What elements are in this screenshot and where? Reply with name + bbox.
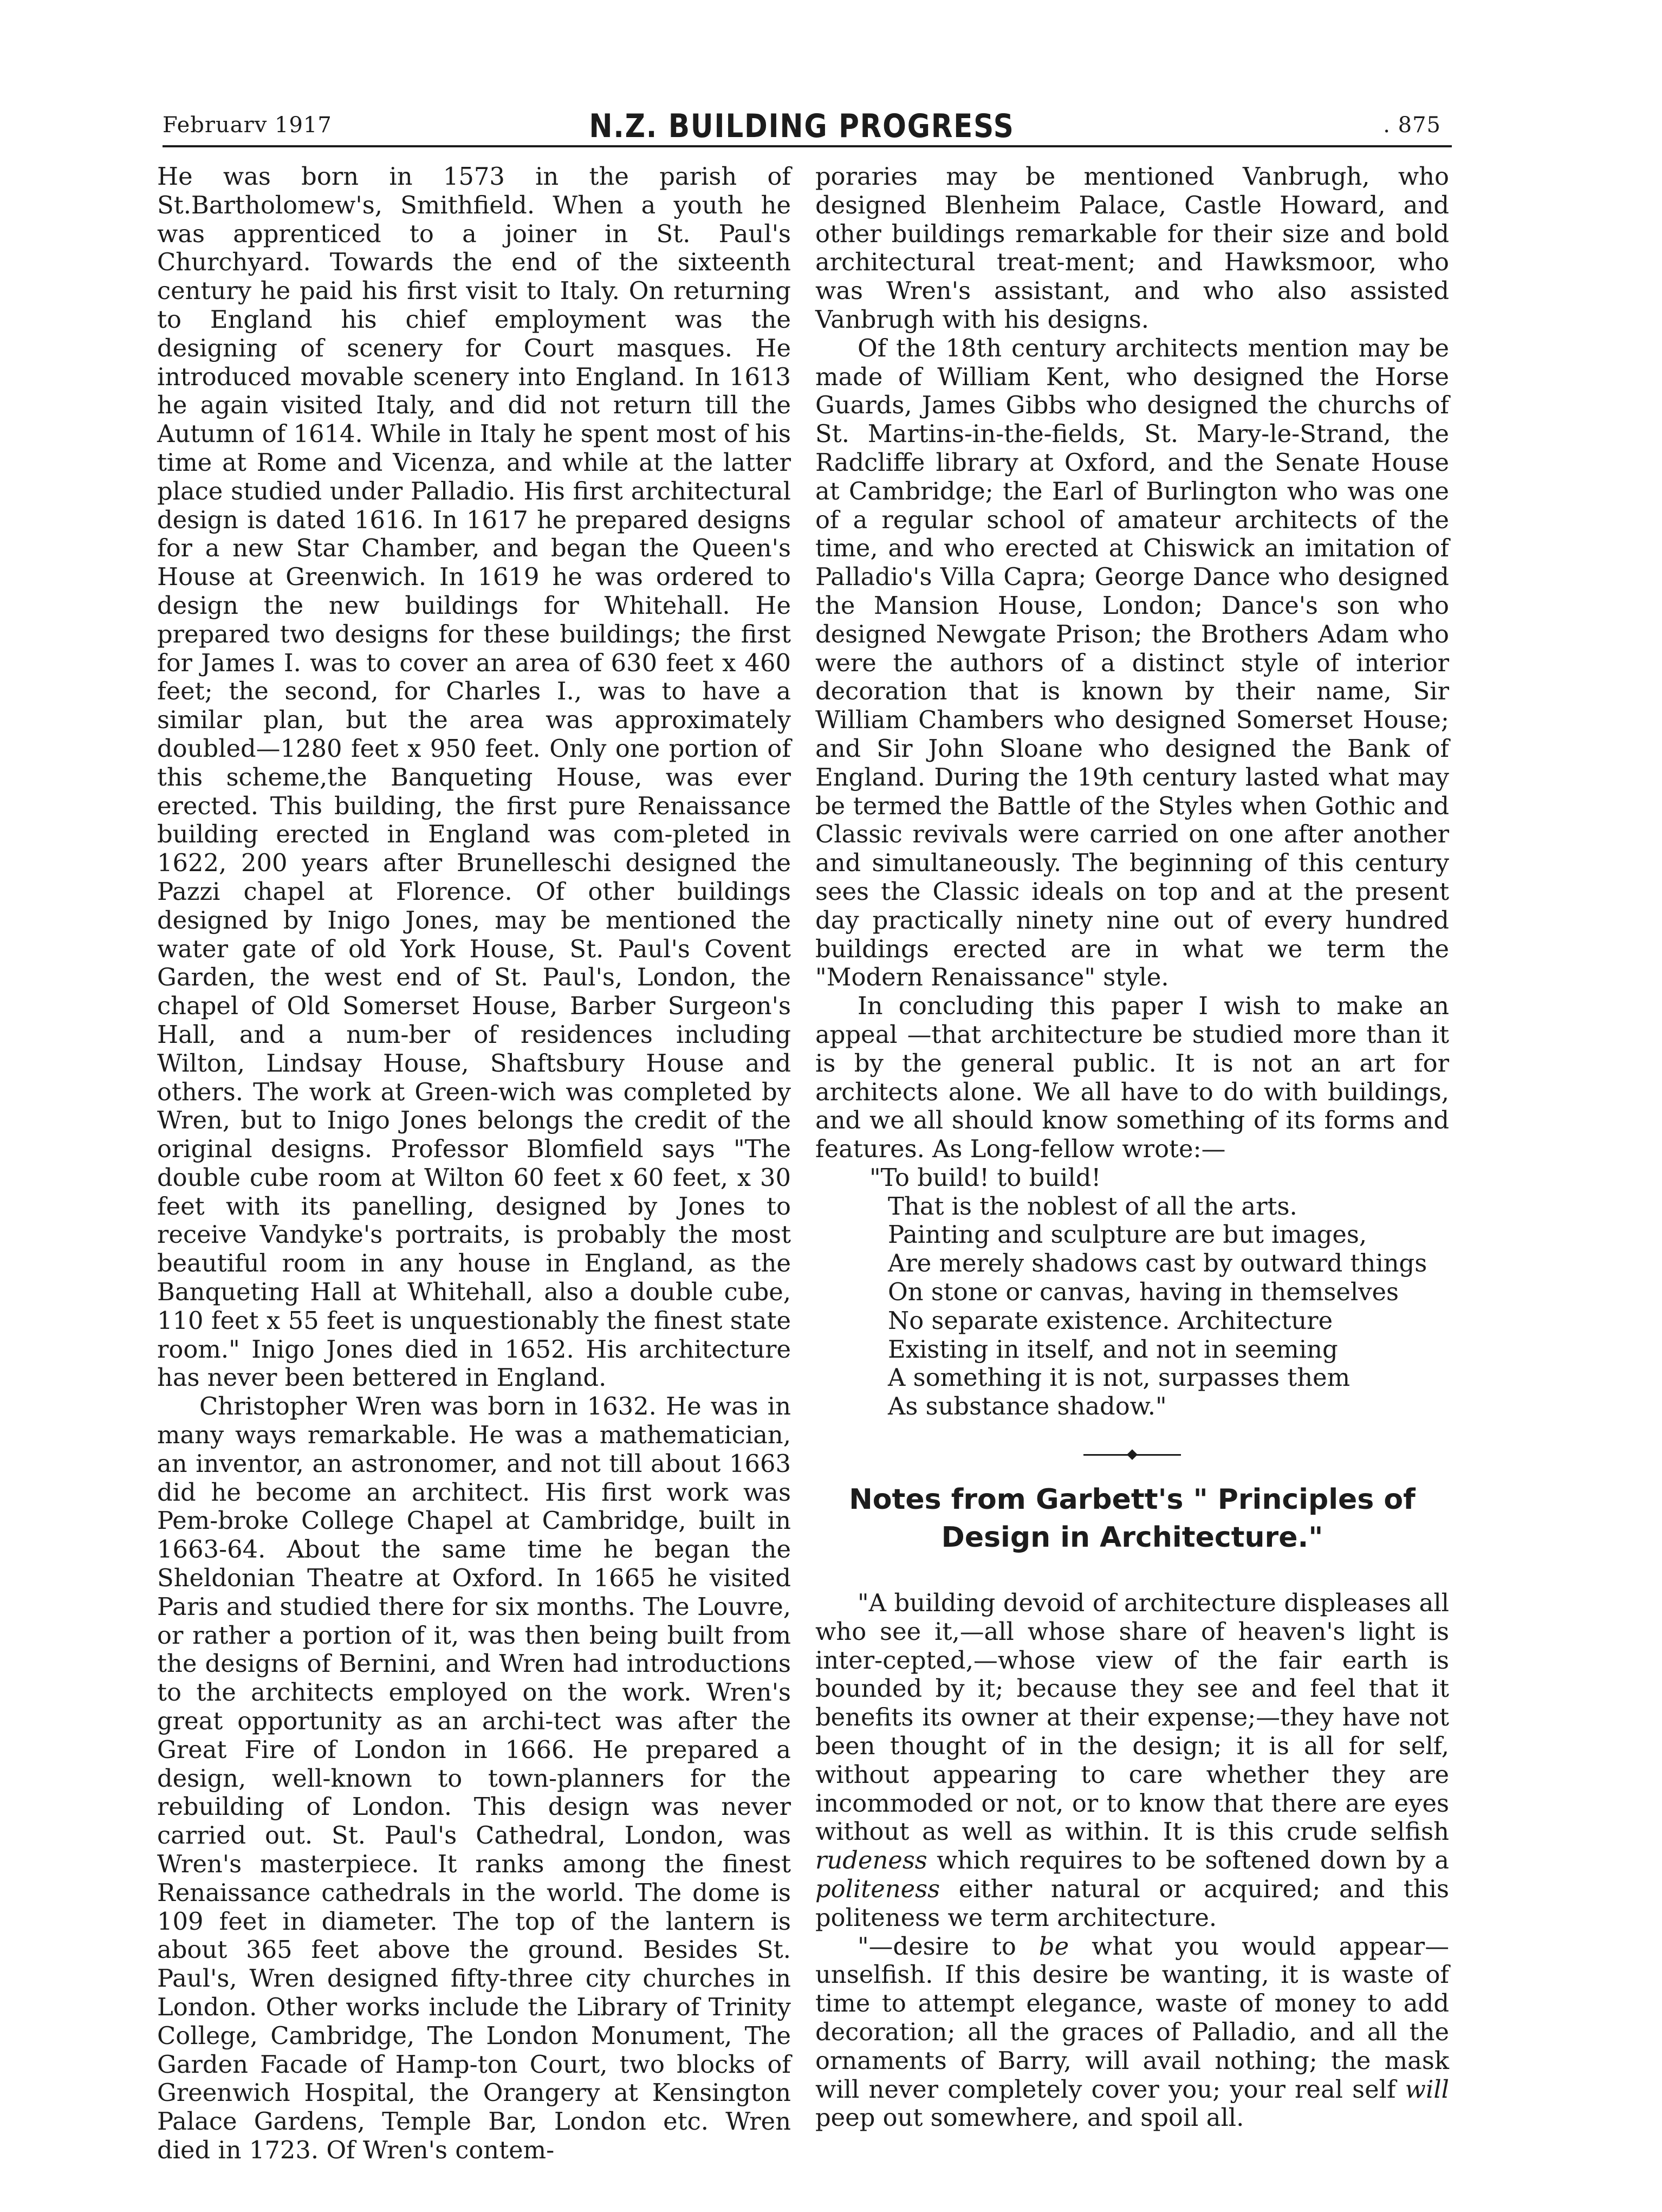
- emphasis-text: will: [1405, 2074, 1449, 2104]
- paragraph-concluding-appeal: In concluding this paper I wish to make an appeal —that architecture be studied more than it is by the general public. It is not an art for architects alone. We all have to do with buildings, and we all should know something of its forms and features. As Long-fellow wrote:—: [815, 991, 1449, 1164]
- page-number: . 875: [1383, 113, 1441, 138]
- quote-text: which requires to be softened down by a: [937, 1846, 1449, 1875]
- longfellow-poem: [869, 1164, 1449, 1421]
- quote-text: what you would appear—unselfish. If this desire be wanting, it is waste of time to attempt elegance, waste of money to add decoration; all the graces of Palladio, and all the ornaments of Barry, will avail nothing; the mask will never completely cover you; your real self: [815, 1931, 1450, 2104]
- quote-text: "—desire to: [858, 1931, 1016, 1961]
- poem-line: On stone or canvas, having in themselves: [888, 1277, 1399, 1307]
- section-heading-line: Design in Architecture.": [941, 1521, 1323, 1554]
- section-heading-line: Notes from Garbett's " Principles of: [849, 1483, 1416, 1516]
- quote-text: "A building devoid of architecture displeases all who see it,—all whose share of heaven's light is inter-cepted,—whose view of the fair earth is bounded by it; because they see and feel that it benefits its owner at their expense;—they have not been thought of in the design; it is all for self, without appearing to care whether they are incommoded or not, or to know that there are eyes without as well as within. It is this crude selfish: [815, 1588, 1449, 1846]
- poem-line: As substance shadow.": [888, 1392, 1167, 1421]
- poem-line: Are merely shadows cast by outward things: [888, 1249, 1427, 1278]
- running-header: [157, 107, 1446, 151]
- header-rule: [163, 145, 1452, 147]
- paragraph-wren-contemporaries: poraries may be mentioned Vanbrugh, who designed Blenheim Palace, Castle Howard, and other buildings remarkable for their size and bold architectural treat-ment; and Hawksmoor, who was Wren's assistant, and who also assisted Vanbrugh with his designs.: [815, 162, 1449, 334]
- poem-line: Painting and sculpture are but images,: [888, 1220, 1367, 1249]
- right-column: [815, 163, 1449, 2132]
- divider-diamond-ornament: [1127, 1449, 1138, 1460]
- quote-text: peep out somewhere, and spoil all.: [815, 2103, 1244, 2132]
- poem-line: "To build! to build!: [869, 1163, 1101, 1192]
- section-divider: [1083, 1442, 1181, 1468]
- poem-line: Existing in itself, and not in seeming: [888, 1334, 1338, 1364]
- emphasis-text: rudeness: [815, 1846, 927, 1875]
- paragraph-inigo-jones: He was born in 1573 in the parish of St.Bartholomew's, Smithfield. When a youth he was apprenticed to a joiner in St. Paul's Churchyard. Towards the end of the sixteenth century he paid his first visit to Italy. On returning to England his chief employment was the designing of scenery for Court masques. He introduced movable scenery into England. In 1613 he again visited Italy, and did not return till the Autumn of 1614. While in Italy he spent most of his time at Rome and Vicenza, and while at the latter place studied under Palladio. His first architectural design is dated 1616. In 1617 he prepared designs for a new Star Chamber, and began the Queen's House at Greenwich. In 1619 he was ordered to design the new buildings for Whitehall. He prepared two designs for these buildings; the first for James I. was to cover an area of 630 feet x 460 feet; the second, for Charles I., was to have a similar plan, but the area was approximately doubled—1280 feet x 950 feet. Only one portion of this scheme,the Banqueting House, was ever erected. This building, the first pure Renaissance building erected in England was com-pleted in 1622, 200 years after Brunelleschi designed the Pazzi chapel at Florence. Of other buildings designed by Inigo Jones, may be mentioned the water gate of old York House, St. Paul's Covent Garden, the west end of St. Paul's, London, the chapel of Old Somerset House, Barber Surgeon's Hall, and a num-ber of residences including Wilton, Lindsay House, Shaftsbury House and others. The work at Green-wich was completed by Wren, but to Inigo Jones belongs the credit of the original designs. Professor Blomfield says "The double cube room at Wilton 60 feet x 60 feet, x 30 feet with its panelling, designed by Jones to receive Vandyke's portraits, is probably the most beautiful room in any house in England, as the Banqueting Hall at Whitehall, also a double cube, 110 feet x 55 feet is unquestionably the finest state room." Inigo Jones died in 1652. His architecture has never been bettered in England.: [157, 162, 791, 1392]
- poem-line: A something it is not, surpasses them: [888, 1363, 1351, 1392]
- paragraph-christopher-wren: Christopher Wren was born in 1632. He was in many ways remarkable. He was a mathematician, an inventor, an astronomer, and not till about 1663 did he become an architect. His first work was Pem-broke College Chapel at Cambridge, built in 1663-64. About the same time he began the Sheldonian Theatre at Oxford. In 1665 he visited Paris and studied there for six months. The Louvre, or rather a portion of it, was then being built from the designs of Bernini, and Wren had introductions to the architects employed on the work. Wren's great opportunity as an archi-tect was after the Great Fire of London in 1666. He prepared a design, well-known to town-planners for the rebuilding of London. This design was never carried out. St. Paul's Cathedral, London, was Wren's masterpiece. It ranks among the finest Renaissance cathedrals in the world. The dome is 109 feet in diameter. The top of the lantern is about 365 feet above the ground. Besides St. Paul's, Wren designed fifty-three city churches in London. Other works include the Library of Trinity College, Cambridge, The London Monument, The Garden Facade of Hamp-ton Court, two blocks of Greenwich Hospital, the Orangery at Kensington Palace Gardens, Temple Bar, London etc. Wren died in 1723. Of Wren's contem-: [157, 1392, 791, 2164]
- poem-line: That is the noblest of all the arts.: [888, 1191, 1297, 1221]
- paragraph-garbett-quote-2: [815, 1932, 1449, 2133]
- emphasis-text: be: [1038, 1931, 1069, 1961]
- issue-date: Februarv 1917: [163, 113, 332, 138]
- poem-line: No separate existence. Architecture: [888, 1306, 1333, 1335]
- emphasis-text: politeness: [815, 1874, 940, 1904]
- left-column: [157, 163, 791, 2165]
- paragraph-18th-century-architects: Of the 18th century architects mention may be made of William Kent, who designed the Horse Guards, James Gibbs who designed the churchs of St. Martins-in-the-fields, St. Mary-le-Strand, the Radcliffe library at Oxford, and the Senate House at Cambridge; the Earl of Burlington who was one of a regular school of amateur architects of the time, and who erected at Chiswick an imitation of Palladio's Villa Capra; George Dance who designed the Mansion House, London; Dance's son who designed Newgate Prison; the Brothers Adam who were the authors of a distinct style of interior decoration that is known by their name, Sir William Chambers who designed Somerset House; and Sir John Sloane who designed the Bank of England. During the 19th century lasted what may be termed the Battle of the Styles when Gothic and Classic revivals were carried on one after another and simultaneously. The beginning of this century sees the Classic ideals on top and at the present day practically ninety nine out of every hundred buildings erected are in what we term the "Modern Renaissance" style.: [815, 333, 1449, 992]
- publication-title: N.Z. BUILDING PROGRESS: [589, 107, 1015, 145]
- paragraph-garbett-quote-1: [815, 1589, 1449, 1932]
- quote-text: either natural or acquired; and this politeness we term architecture.: [815, 1874, 1449, 1932]
- section-heading: [815, 1481, 1449, 1556]
